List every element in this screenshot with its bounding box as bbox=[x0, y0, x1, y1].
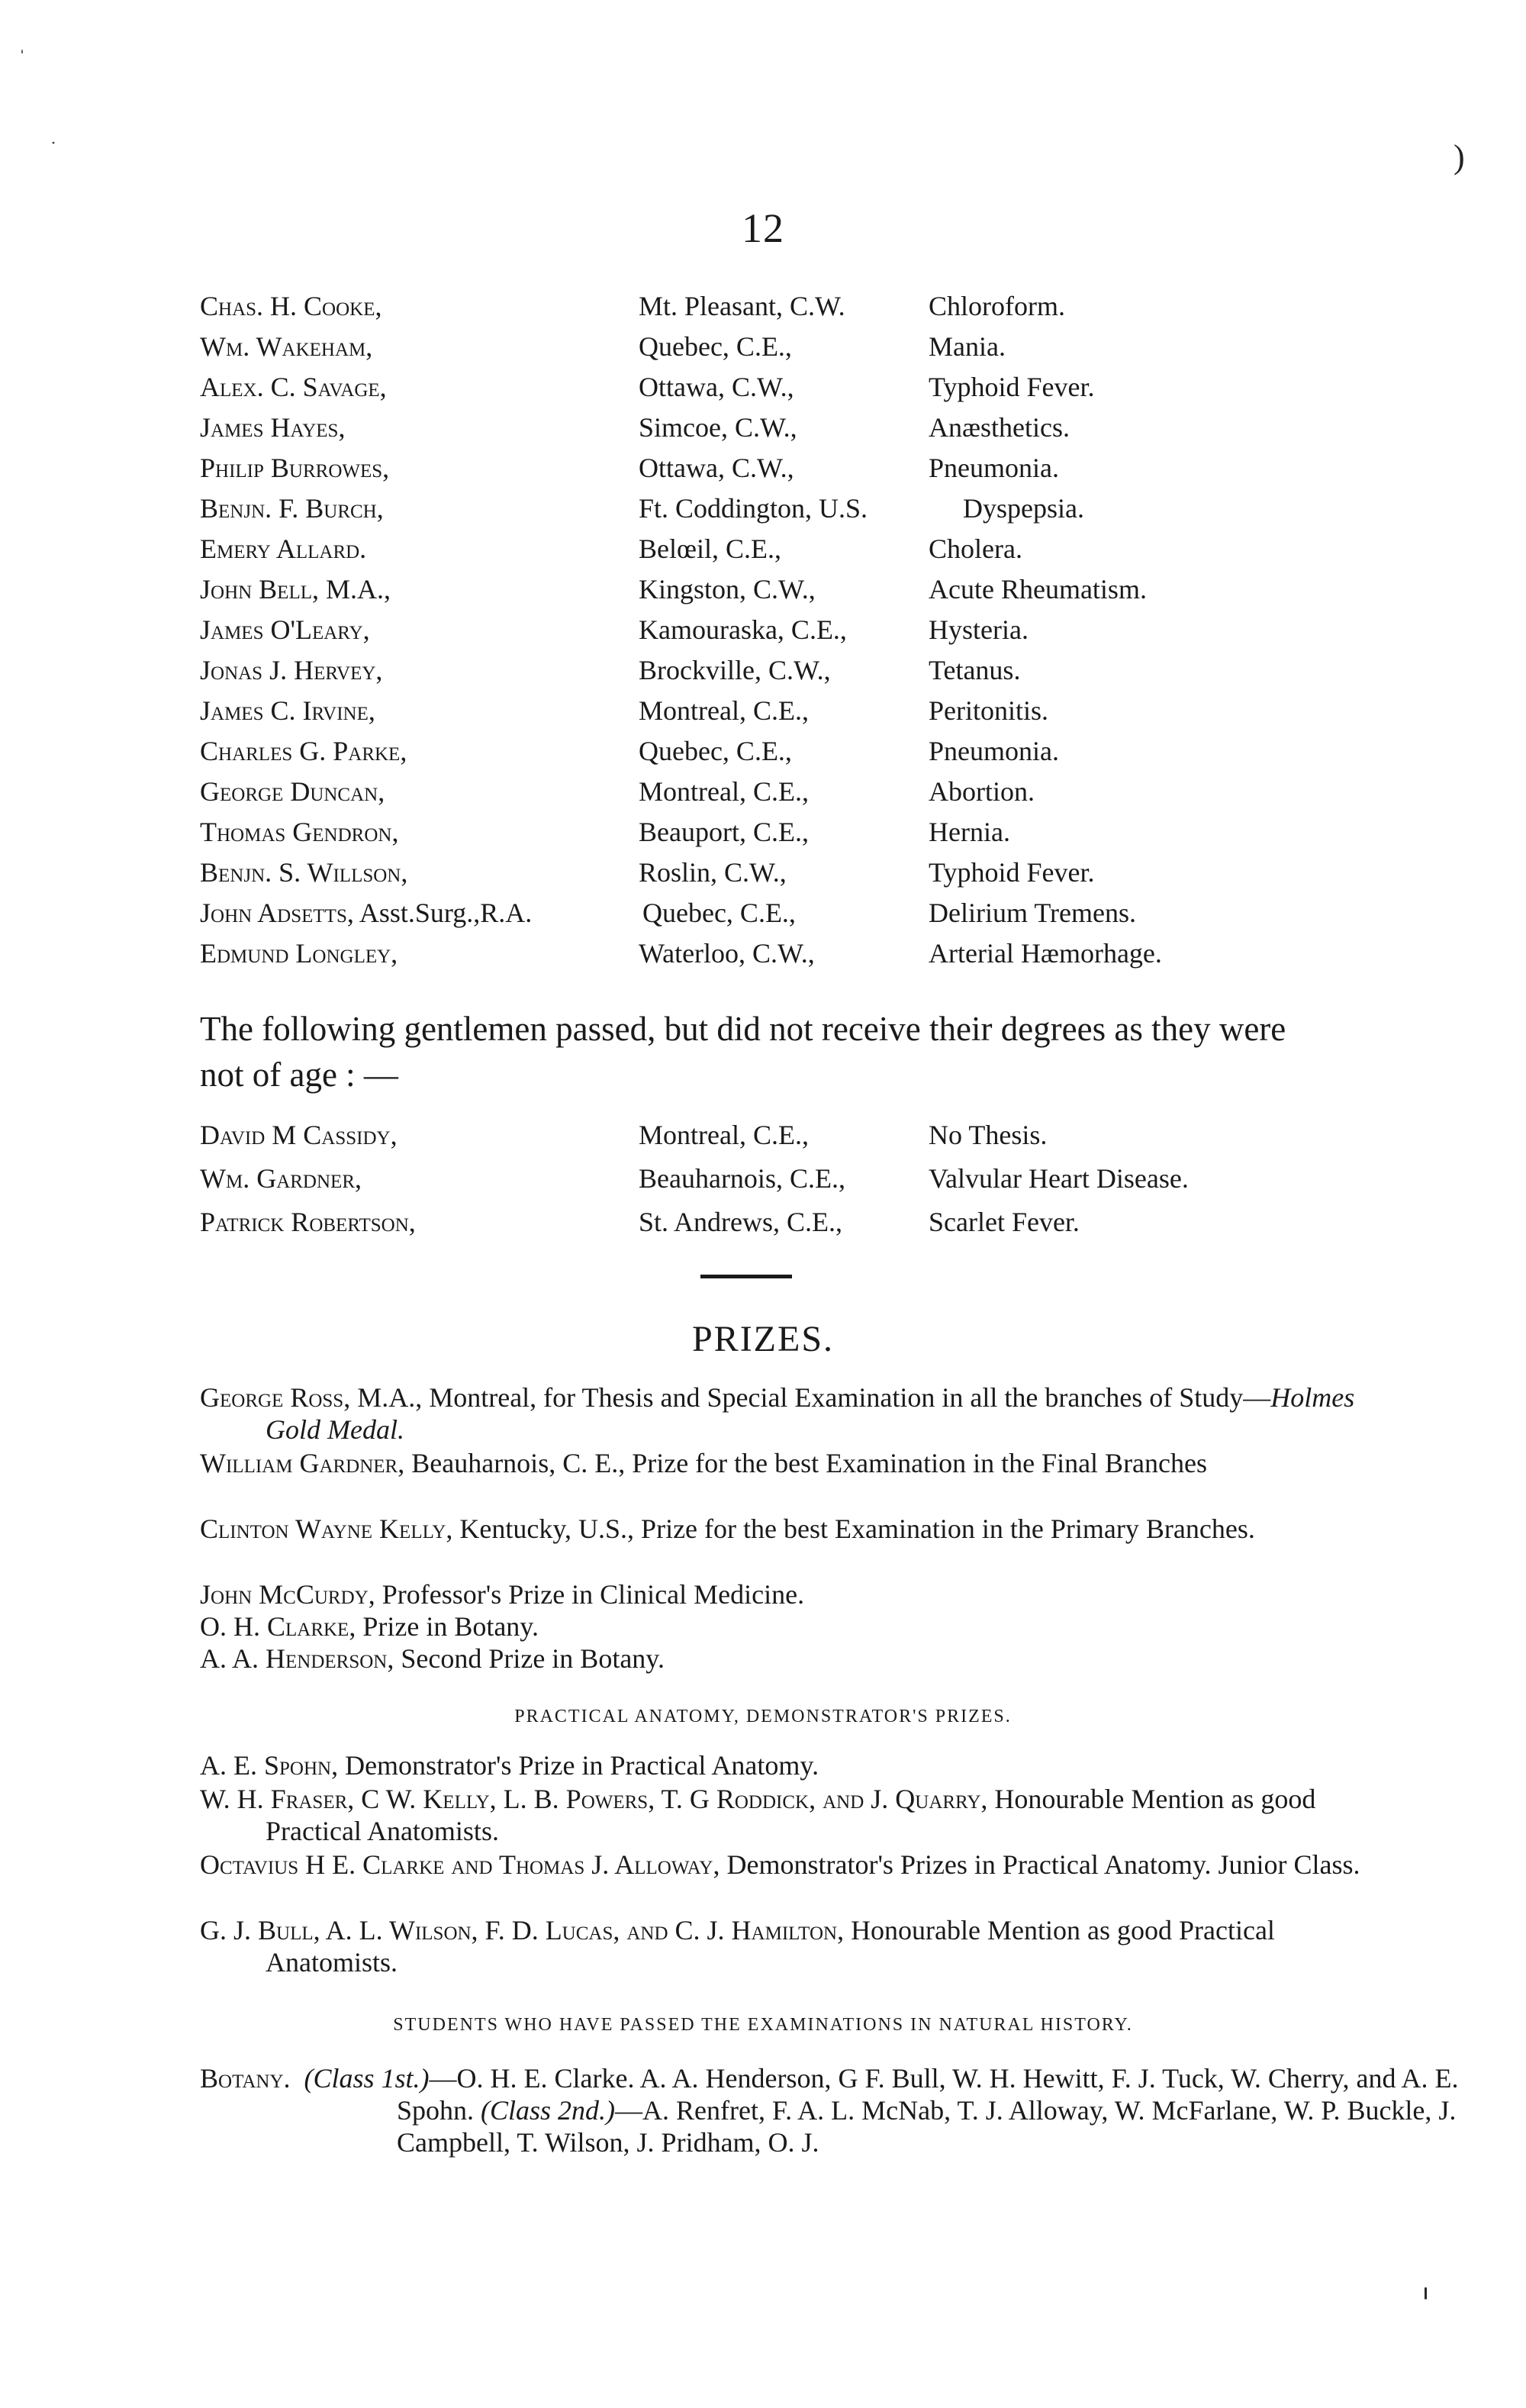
graduate-thesis: Hysteria. bbox=[929, 614, 1029, 645]
graduate-name: Patrick Robertson, bbox=[200, 1207, 416, 1237]
graduate-name: John Bell, M.A., bbox=[200, 574, 391, 604]
graduate-thesis: Peritonitis. bbox=[929, 695, 1049, 726]
prize-name: William Gardner, bbox=[200, 1448, 405, 1478]
graduate-thesis: No Thesis. bbox=[929, 1120, 1048, 1150]
graduate-name: Wm. Gardner, bbox=[200, 1163, 362, 1194]
graduate-place: Kingston, C.W., bbox=[639, 574, 816, 604]
page-number: 12 bbox=[742, 205, 784, 251]
graduate-name: Benjn. S. Willson, bbox=[200, 857, 408, 888]
graduate-thesis: Pneumonia. bbox=[929, 736, 1059, 766]
anatomy-prize-entry bbox=[200, 1749, 1395, 1781]
graduate-place: Quebec, C.E., bbox=[639, 736, 792, 766]
prize-name: A. A. Henderson, bbox=[200, 1643, 394, 1674]
graduate-name: Thomas Gendron, bbox=[200, 817, 399, 847]
graduate-thesis: Pneumonia. bbox=[929, 453, 1059, 483]
graduate-place: Ottawa, C.W., bbox=[639, 453, 794, 483]
graduate-place: Roslin, C.W., bbox=[639, 857, 787, 888]
graduate-place: Montreal, C.E., bbox=[639, 1120, 809, 1150]
graduate-name-text: John Adsetts, bbox=[200, 898, 354, 928]
anatomy-prize-entry bbox=[200, 1783, 1395, 1847]
prize-entry bbox=[200, 1381, 1395, 1446]
graduate-thesis: Abortion. bbox=[929, 776, 1035, 807]
section-divider bbox=[700, 1275, 792, 1278]
graduate-place: Quebec, C.E., bbox=[642, 898, 796, 928]
prize-text: Beauharnois, C. E., Prize for the best Examination in the Final Branches bbox=[404, 1448, 1208, 1478]
graduate-place: Ottawa, C.W., bbox=[639, 372, 794, 402]
botany-entry bbox=[200, 2062, 1526, 2158]
graduate-place: Beauport, C.E., bbox=[639, 817, 809, 847]
graduate-thesis: Hernia. bbox=[929, 817, 1010, 847]
graduate-name: James C. Irvine, bbox=[200, 695, 375, 726]
graduate-thesis: Typhoid Fever. bbox=[929, 372, 1095, 402]
prize-name: A. E. Spohn, bbox=[200, 1750, 339, 1781]
prize-name: John McCurdy, bbox=[200, 1579, 375, 1610]
graduate-thesis: Chloroform. bbox=[929, 291, 1065, 321]
graduate-place: Montreal, C.E., bbox=[639, 776, 809, 807]
prize-text: Professor's Prize in Clinical Medicine. bbox=[375, 1579, 805, 1610]
prize-name: Octavius H E. Clarke and Thomas J. Alloway, bbox=[200, 1849, 720, 1880]
class1-label: (Class 1st.) bbox=[304, 2063, 430, 2094]
graduate-name: Wm. Wakeham, bbox=[200, 331, 373, 362]
graduate-name: James O'Leary, bbox=[200, 614, 370, 645]
prize-text: Kentucky, U.S., Prize for the best Examination in the Primary Branches. bbox=[452, 1513, 1255, 1544]
graduate-name: George Duncan, bbox=[200, 776, 385, 807]
graduate-name: Jonas J. Hervey, bbox=[200, 655, 383, 685]
prize-name: George Ross, bbox=[200, 1382, 351, 1413]
graduate-place: St. Andrews, C.E., bbox=[639, 1207, 843, 1237]
class2-label: (Class 2nd.) bbox=[481, 2095, 616, 2126]
graduate-name: Chas. H. Cooke, bbox=[200, 291, 382, 321]
graduate-place: Kamouraska, C.E., bbox=[639, 614, 847, 645]
prize-text: Honourable Mention as good Practical Anatomists. bbox=[266, 1915, 1275, 1978]
prize-name: O. H. Clarke, bbox=[200, 1611, 356, 1642]
class2-names: —A. Renfret, F. A. L. McNab, T. J. Alloway, W. McFarlane, W. P. Buckle, J. Campbell, T. Wilson, J. Pridham, O. J. bbox=[397, 2095, 1457, 2158]
graduate-thesis: Delirium Tremens. bbox=[929, 898, 1137, 928]
margin-mark: ) bbox=[1454, 138, 1465, 176]
graduate-place: Waterloo, C.W., bbox=[639, 938, 815, 969]
prize-text: M.A., Montreal, for Thesis and Special Examination in all the branches of Study— bbox=[350, 1382, 1271, 1413]
graduate-place: Montreal, C.E., bbox=[639, 695, 809, 726]
prize-text: Prize in Botany. bbox=[356, 1611, 539, 1642]
graduate-place: Belœil, C.E., bbox=[639, 533, 781, 564]
graduate-thesis: Acute Rheumatism. bbox=[929, 574, 1147, 604]
prize-entry bbox=[200, 1610, 1395, 1642]
prize-text: Honourable Mention as good Practical Anatomists. bbox=[266, 1784, 1316, 1846]
graduate-rank: Asst.Surg.,R.A. bbox=[353, 898, 533, 928]
graduate-place: Quebec, C.E., bbox=[639, 331, 792, 362]
graduate-thesis: Arterial Hæmorhage. bbox=[929, 938, 1162, 969]
prize-name: Clinton Wayne Kelly, bbox=[200, 1513, 453, 1544]
graduate-thesis: Scarlet Fever. bbox=[929, 1207, 1080, 1237]
anatomy-prize-entry bbox=[200, 1849, 1395, 1881]
margin-mark: ˈ bbox=[18, 46, 26, 71]
prize-entry bbox=[200, 1447, 1395, 1479]
graduate-name: Benjn. F. Burch, bbox=[200, 493, 384, 524]
graduate-thesis: Dyspepsia. bbox=[963, 493, 1084, 524]
prize-award: Holmes Gold Medal. bbox=[266, 1382, 1355, 1445]
graduate-thesis: Valvular Heart Disease. bbox=[929, 1163, 1189, 1194]
graduate-name: James Hayes, bbox=[200, 412, 346, 443]
graduate-thesis: Tetanus. bbox=[929, 655, 1021, 685]
prize-text: Demonstrator's Prizes in Practical Anatomy. Junior Class. bbox=[720, 1849, 1360, 1880]
anatomy-heading: PRACTICAL ANATOMY, DEMONSTRATOR'S PRIZES. bbox=[514, 1707, 1012, 1726]
prize-text: Second Prize in Botany. bbox=[394, 1643, 665, 1674]
prize-entry bbox=[200, 1578, 1395, 1610]
graduate-place: Ft. Coddington, U.S. bbox=[639, 493, 868, 524]
prize-name: W. H. Fraser, C W. Kelly, L. B. Powers, T. G Roddick, and J. Quarry, bbox=[200, 1784, 988, 1814]
graduate-place: Simcoe, C.W., bbox=[639, 412, 797, 443]
prize-name: G. J. Bull, A. L. Wilson, F. D. Lucas, and C. J. Hamilton, bbox=[200, 1915, 845, 1945]
graduate-thesis: Cholera. bbox=[929, 533, 1022, 564]
margin-mark: · bbox=[50, 134, 56, 153]
graduate-name: Philip Burrowes, bbox=[200, 453, 390, 483]
prizes-heading: PRIZES. bbox=[691, 1319, 835, 1359]
graduate-name: David M Cassidy, bbox=[200, 1120, 398, 1150]
class1-names: —O. H. E. Clarke. A. A. Henderson, G F. Bull, W. H. Hewitt, F. J. Tuck, W. Cherry, and A. E. Spohn. bbox=[397, 2063, 1459, 2126]
prize-entry bbox=[200, 1642, 1395, 1675]
natural-history-heading: STUDENTS WHO HAVE PASSED THE EXAMINATIONS IN NATURAL HISTORY. bbox=[393, 2015, 1133, 2035]
graduate-name: Emery Allard. bbox=[200, 533, 367, 564]
graduate-name: Alex. C. Savage, bbox=[200, 372, 387, 402]
graduate-thesis: Typhoid Fever. bbox=[929, 857, 1095, 888]
graduate-thesis: Anæsthetics. bbox=[929, 412, 1070, 443]
graduate-place: Beauharnois, C.E., bbox=[639, 1163, 845, 1194]
anatomy-prize-entry bbox=[200, 1914, 1395, 1978]
botany-label: Botany. bbox=[200, 2063, 291, 2094]
graduate-place: Brockville, C.W., bbox=[639, 655, 831, 685]
graduate-place: Mt. Pleasant, C.W. bbox=[639, 291, 845, 321]
prize-entry bbox=[200, 1513, 1395, 1545]
graduate-name: Edmund Longley, bbox=[200, 938, 398, 969]
graduate-name bbox=[200, 897, 532, 929]
not-of-age-intro: The following gentlemen passed, but did not receive their degrees as they were not of age : — bbox=[200, 1010, 1286, 1094]
prize-text: Demonstrator's Prize in Practical Anatomy. bbox=[338, 1750, 819, 1781]
graduate-name: Charles G. Parke, bbox=[200, 736, 407, 766]
graduate-thesis: Mania. bbox=[929, 331, 1006, 362]
